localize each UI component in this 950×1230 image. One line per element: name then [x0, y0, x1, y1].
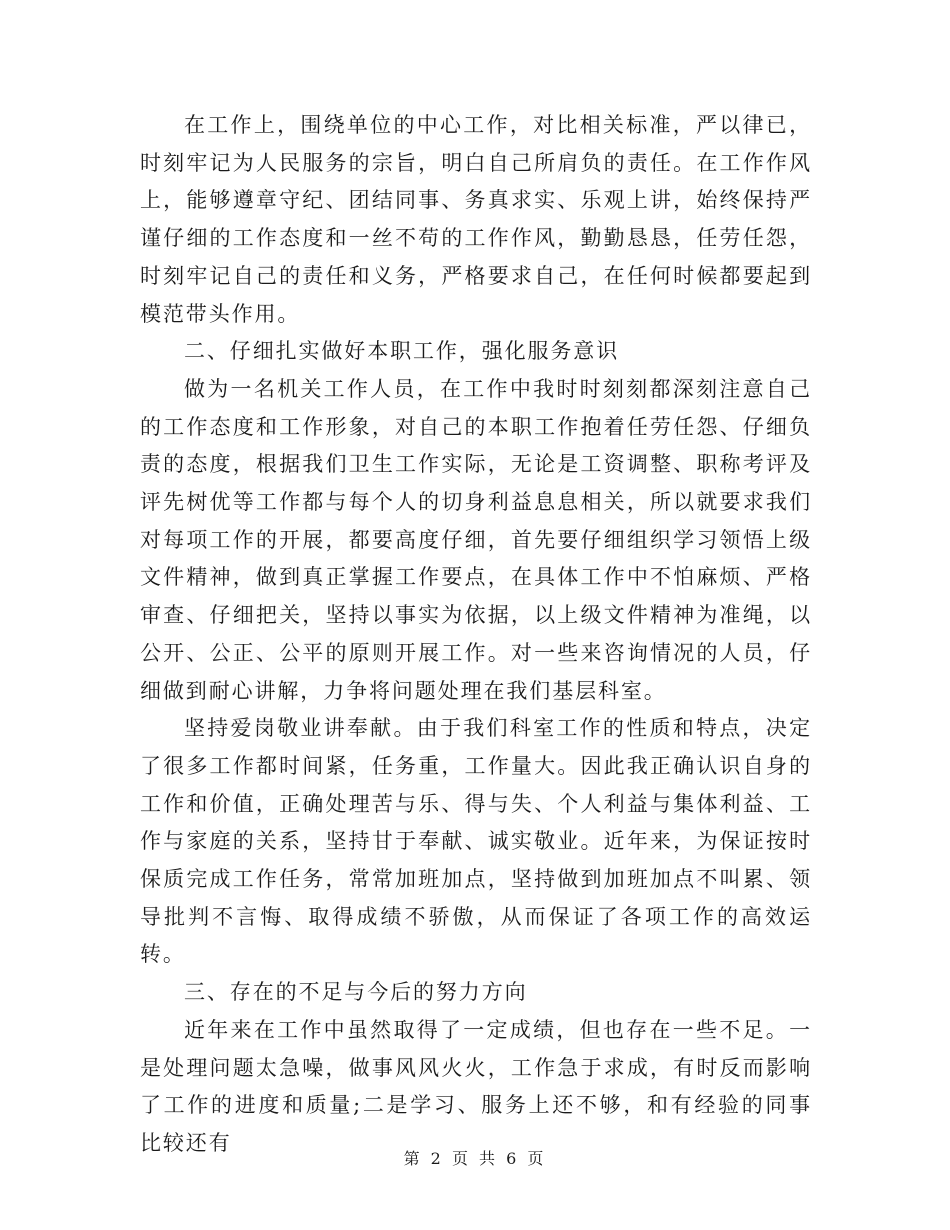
paragraph: 坚持爱岗敬业讲奉献。由于我们科室工作的性质和特点，决定了很多工作都时间紧，任务重，工作量大。因此我正确认识自身的工作和价值，正确处理苦与乐、得与失、个人利益与集体利益、工作与家庭的关系，坚持甘于奉献、诚实敬业。近年来，为保证按时保质完成工作任务，常常加班加点，坚持做到加班加点不叫累、领导批判不言悔、取得成绩不骄傲，从而保证了各项工作的高效运转。: [140, 716, 812, 967]
paragraph: 在工作上，围绕单位的中心工作，对比相关标准，严以律已，时刻牢记为人民服务的宗旨，明白自己所肩负的责任。在工作作风上，能够遵章守纪、团结同事、务真求实、乐观上讲，始终保持严谨仔细的工作态度和一丝不苟的工作作风，勤勤恳恳，任劳任怨，时刻牢记自己的责任和义务，严格要求自己，在任何时候都要起到模范带头作用。: [140, 113, 812, 326]
document-body: [140, 107, 812, 1163]
paragraph: 做为一名机关工作人员，在工作中我时时刻刻都深刻注意自己的工作态度和工作形象，对自己的本职工作抱着任劳任怨、仔细负责的态度，根据我们卫生工作实际，无论是工资调整、职称考评及评先树优等工作都与每个人的切身利益息息相关，所以就要求我们对每项工作的开展，都要高度仔细，首先要仔细组织学习领悟上级文件精神，做到真正掌握工作要点，在具体工作中不怕麻烦、严格审查、仔细把关，坚持以事实为依据，以上级文件精神为准绳，以公开、公正、公平的原则开展工作。对一些来咨询情况的人员，仔细做到耐心讲解，力争将问题处理在我们基层科室。: [140, 376, 812, 703]
paragraph: 近年来在工作中虽然取得了一定成绩，但也存在一些不足。一是处理问题太急噪，做事风风火火，工作急于求成，有时反而影响了工作的进度和质量;二是学习、服务上还不够，和有经验的同事比较还有: [140, 1017, 812, 1155]
section-heading: 三、存在的不足与今后的努力方向: [184, 980, 528, 1005]
page-footer: 第 2 页 共 6 页: [403, 1149, 547, 1168]
section-heading: 二、仔细扎实做好本职工作，强化服务意识: [184, 339, 620, 364]
